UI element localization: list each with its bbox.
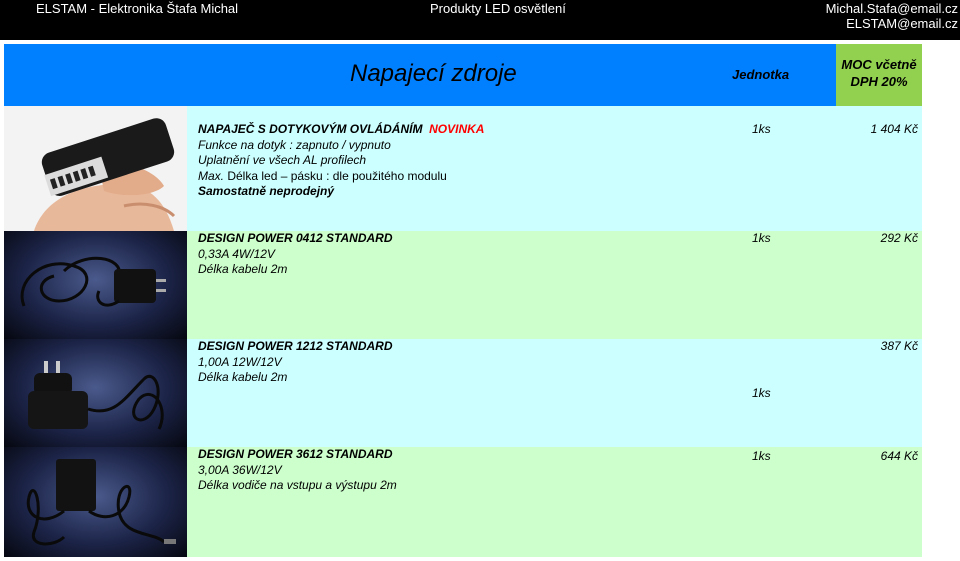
page-title: Napajecí zdroje [350,60,517,87]
product-photo-power-0412 [4,231,187,339]
product-name: DESIGN POWER 0412 STANDARD [198,231,393,245]
product-unit: 1ks [752,231,771,245]
product-info [187,339,922,447]
product-detail: 1,00A 12W/12V [198,354,282,369]
table-row [4,106,922,231]
product-price: 292 Kč [880,231,918,245]
table-header [4,44,922,106]
product-detail: Funkce na dotyk : zapnuto / vypnuto [198,137,391,152]
table-row [4,339,922,447]
product-name: NAPAJEČ S DOTYKOVÝM OVLÁDÁNÍM [198,122,423,136]
product-photo-touch-controller [4,106,187,231]
table-row [4,231,922,339]
product-photo-power-1212 [4,339,187,447]
price-column-header [836,44,922,106]
contact-emails [826,1,958,31]
top-bar [0,0,960,40]
product-detail: Délka kabelu 2m [198,370,288,384]
product-detail: Max. [198,168,228,183]
unit-column-header: Jednotka [732,67,790,82]
product-photo-power-3612 [4,447,187,557]
product-detail: 3,00A 36W/12V [198,462,282,477]
product-unit: 1ks [752,122,771,136]
product-name: DESIGN POWER 3612 STANDARD [198,447,393,461]
email-link-secondary[interactable]: ELSTAM@email.cz [846,16,958,31]
product-unit: 1ks [752,449,771,463]
category-label: Produkty LED osvětlení [430,1,566,16]
product-info [187,106,922,231]
product-price: 644 Kč [880,449,918,463]
email-link-primary[interactable]: Michal.Stafa@email.cz [825,1,958,16]
product-detail: Uplatnění ve všech AL profilech [198,153,367,167]
header-main-cell [4,44,836,106]
table-row [4,447,922,557]
product-price: 387 Kč [880,339,918,353]
new-badge: NOVINKA [429,122,485,136]
price-header-line1: MOC včetně [841,57,917,72]
product-detail: Délka led – pásku : dle použitého modulu [227,168,447,183]
product-note: Samostatně neprodejný [198,184,335,198]
product-info [187,447,922,557]
product-detail: Délka vodiče na vstupu a výstupu 2m [198,478,397,492]
price-header-line2: DPH 20% [850,74,908,89]
product-detail: Délka kabelu 2m [198,262,288,276]
product-name: DESIGN POWER 1212 STANDARD [198,339,393,353]
product-price: 1 404 Kč [870,122,918,136]
product-unit: 1ks [752,386,771,400]
product-detail: 0,33A 4W/12V [198,246,275,261]
product-info [187,231,922,339]
company-name: ELSTAM - Elektronika Štafa Michal [36,1,239,16]
